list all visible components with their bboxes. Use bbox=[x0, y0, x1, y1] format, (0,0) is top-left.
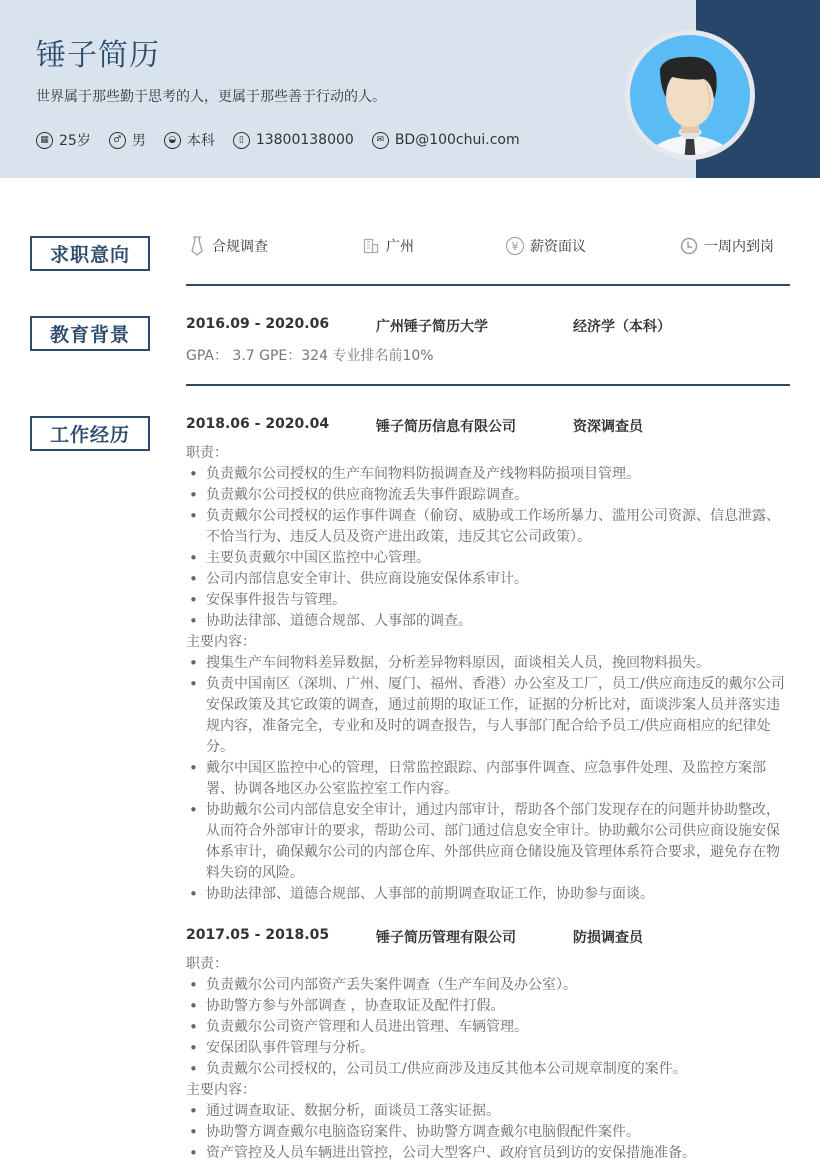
clock-icon bbox=[680, 237, 698, 255]
intent-salary-value: 薪资面议 bbox=[530, 239, 586, 255]
list-item: • 安保团队事件管理与分析。 bbox=[186, 1038, 790, 1059]
education-period: 2016.09 - 2020.06 bbox=[186, 316, 330, 332]
info-gender bbox=[109, 130, 146, 150]
intent-position-value: 合规调查 bbox=[212, 239, 268, 255]
content-label: 主要内容： bbox=[186, 1082, 256, 1098]
list-item: • 负责戴尔公司资产管理和人员进出管理、车辆管理。 bbox=[186, 1017, 790, 1038]
list-item: • 协助警方调查戴尔电脑盗窃案件、协助警方调查戴尔电脑假配件案件。 bbox=[186, 1122, 790, 1143]
list-item: • 安保事件报告与管理。 bbox=[186, 590, 790, 611]
job-header-row bbox=[186, 416, 643, 436]
job-company: 锤子简历管理有限公司 bbox=[376, 930, 516, 946]
list-item: • 协助警方参与外部调查 ，协查取证及配件打假。 bbox=[186, 996, 790, 1017]
section-title-job-intent: 求职意向 bbox=[30, 236, 150, 271]
content-list bbox=[186, 653, 790, 905]
content-list bbox=[186, 1101, 790, 1160]
yen-icon: ¥ bbox=[506, 237, 524, 255]
building-icon bbox=[362, 237, 380, 255]
email-value: BD@100chui.com bbox=[394, 132, 520, 148]
section-title-education: 教育背景 bbox=[30, 316, 150, 351]
info-degree bbox=[164, 130, 215, 150]
age-value: 25岁 bbox=[59, 133, 91, 149]
resume-motto: 世界属于那些勤于思考的人，更属于那些善于行动的人。 bbox=[36, 89, 386, 105]
section-title-work: 工作经历 bbox=[30, 416, 150, 451]
list-item: • 负责戴尔公司授权的，公司员工/供应商涉及违反其他本公司规章制度的案件。 bbox=[186, 1059, 790, 1080]
avatar-illustration-icon bbox=[630, 35, 750, 155]
list-item: • 负责戴尔公司内部资产丢失案件调查（生产车间及办公室）。 bbox=[186, 975, 790, 996]
duties-label: 职责： bbox=[186, 445, 228, 461]
section-divider bbox=[186, 284, 790, 286]
gender-value: 男 bbox=[131, 133, 146, 149]
phone-value: 13800138000 bbox=[255, 132, 354, 148]
job-header-row bbox=[186, 927, 643, 947]
section-divider bbox=[186, 384, 790, 386]
avatar bbox=[625, 30, 755, 160]
list-item: • 协助戴尔公司内部信息安全审计，通过内部审计，帮助各个部门发现存在的问题并协助整改，从而符合外部审计的要求，帮助公司、部门通过信息安全审计。协助戴尔公司供应商设施安保体系审计，确保戴尔公司的内部仓库、外部供应商仓储设施及管理体系符合要求，避免存在物料失窃的风险。 bbox=[186, 800, 790, 884]
list-item: • 负责戴尔公司授权的供应商物流丢失事件跟踪调查。 bbox=[186, 485, 790, 506]
list-item: • 负责中国南区（深圳、广州、厦门、福州、香港）办公室及工厂，员工/供应商违反的戴尔公司安保政策及其它政策的调查，通过前期的取证工作，证据的分析比对，面谈涉案人员并落实违规内容，准备完全，专业和及时的调查报告，与人事部门配合给予员工/供应商相应的纪律处分。 bbox=[186, 674, 790, 758]
list-item: • 通过调查取证、数据分析，面谈员工落实证据。 bbox=[186, 1101, 790, 1122]
personal-info-row bbox=[36, 130, 538, 150]
calendar-icon: ▦ bbox=[36, 132, 53, 149]
intent-salary bbox=[506, 236, 586, 256]
graduation-cap-icon: ◒ bbox=[164, 132, 181, 149]
job-intent-row bbox=[186, 236, 790, 260]
list-item: • 负责戴尔公司授权的运作事件调查（偷窃、威胁或工作场所暴力、滥用公司资源、信息泄露、不恰当行为、违反人员及资产进出政策，违反其它公司政策）。 bbox=[186, 506, 790, 548]
info-phone bbox=[233, 132, 354, 149]
resume-name: 锤子简历 bbox=[36, 38, 160, 73]
tie-icon bbox=[188, 237, 206, 255]
intent-position bbox=[188, 236, 268, 256]
job-period: 2018.06 - 2020.04 bbox=[186, 416, 330, 432]
list-item: • 主要负责戴尔中国区监控中心管理。 bbox=[186, 548, 790, 569]
email-icon: ✉ bbox=[372, 132, 389, 149]
list-item: • 戴尔中国区监控中心的管理，日常监控跟踪、内部事件调查、应急事件处理、及监控方案部署、协调各地区办公室监控室工作内容。 bbox=[186, 758, 790, 800]
duties-label: 职责： bbox=[186, 956, 228, 972]
list-item: • 负责戴尔公司授权的生产车间物料防损调查及产线物料防损项目管理。 bbox=[186, 464, 790, 485]
list-item: • 协助法律部、道德合规部、人事部的调查。 bbox=[186, 611, 790, 632]
list-item: • 公司内部信息安全审计、供应商设施安保体系审计。 bbox=[186, 569, 790, 590]
intent-availability bbox=[680, 236, 774, 256]
duties-list bbox=[186, 464, 790, 632]
degree-value: 本科 bbox=[186, 133, 215, 149]
education-major: 经济学（本科） bbox=[573, 319, 671, 335]
intent-city bbox=[362, 236, 414, 256]
info-email bbox=[372, 132, 520, 149]
job-description bbox=[186, 954, 790, 1160]
info-age bbox=[36, 130, 91, 150]
education-school: 广州锤子简历大学 bbox=[376, 319, 488, 335]
job-period: 2017.05 - 2018.05 bbox=[186, 927, 330, 943]
job-title: 资深调查员 bbox=[573, 419, 643, 435]
job-description bbox=[186, 443, 790, 905]
gender-icon: ♂ bbox=[109, 132, 126, 149]
intent-city-value: 广州 bbox=[386, 239, 414, 255]
duties-list bbox=[186, 975, 790, 1080]
education-detail: GPA： 3.7 GPE：324 专业排名前10% bbox=[186, 348, 434, 364]
job-company: 锤子简历信息有限公司 bbox=[376, 419, 516, 435]
education-header-row bbox=[186, 316, 671, 336]
phone-icon: ▯ bbox=[233, 132, 250, 149]
list-item: • 协助法律部、道德合规部、人事部的前期调查取证工作，协助参与面谈。 bbox=[186, 884, 790, 905]
content-label: 主要内容： bbox=[186, 634, 256, 650]
job-title: 防损调查员 bbox=[573, 930, 643, 946]
intent-availability-value: 一周内到岗 bbox=[704, 239, 774, 255]
list-item: • 资产管控及人员车辆进出管控，公司大型客户、政府官员到访的安保措施准备。 bbox=[186, 1143, 790, 1160]
list-item: • 搜集生产车间物料差异数据，分析差异物料原因，面谈相关人员，挽回物料损失。 bbox=[186, 653, 790, 674]
